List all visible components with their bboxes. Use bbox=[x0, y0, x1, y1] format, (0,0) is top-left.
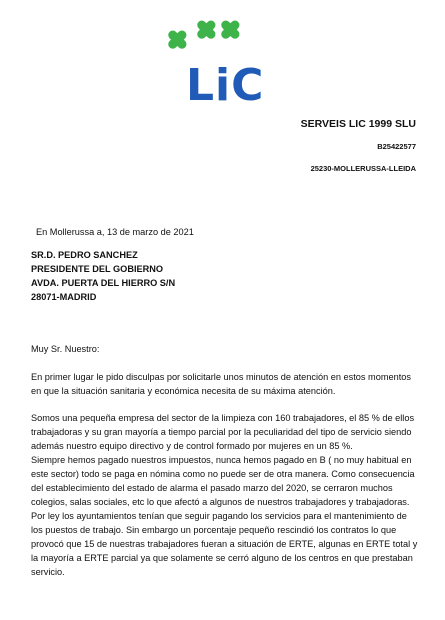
logo-text: LiC bbox=[186, 60, 265, 104]
recipient-block bbox=[31, 248, 421, 304]
company-logo bbox=[150, 18, 286, 104]
body-paragraph: Siempre hemos pagado nuestros impuestos, nunca hemos pagado en B ( no muy habitual en este sector) todo se paga en nómina como no puede ser de otra manera. Como consecuencia del establecimiento del estado de alarma el pasado marzo del 2020, se cerraron muchos colegios, salas sociales, etc lo que afectó a algunos de nuestros trabajadores y trabajadoras. Por ley los ayuntamientos tenían que seguir pagando los servicios para el mantenimiento de los puestos de trabajo. Sin embargo un porcentaje pequeño rescindió los contratos lo que provocó que 15 de nuestras trabajadores fueran a situación de ERTE, algunas en ERTE total y la mayoría a ERTE parcial ya que solamente se cerró alguno de los centros en que prestaban servicio. bbox=[31, 455, 418, 577]
letter-date: En Mollerussa a, 13 de marzo de 2021 bbox=[36, 227, 194, 237]
letter-greeting: Muy Sr. Nuestro: bbox=[31, 344, 100, 354]
body-paragraph: Somos una pequeña empresa del sector de la limpieza con 160 trabajadores, el 85 % de ellos trabajadoras y su gran mayoría a tiempo parcial por la peculiaridad del tipo de servicio siendo además nuestro equipo directivo y de control formado por mujeres en un 85 %. bbox=[31, 413, 415, 451]
company-address: 25230-MOLLERUSSA-LLEIDA bbox=[310, 164, 416, 173]
letter-body bbox=[31, 370, 421, 579]
recipient-line: PRESIDENTE DEL GOBIERNO bbox=[31, 264, 164, 274]
recipient-line: SR.D. PEDRO SANCHEZ bbox=[31, 250, 138, 260]
company-name: SERVEIS LIC 1999 SLU bbox=[300, 118, 416, 130]
logo-cross-icon bbox=[162, 18, 246, 55]
body-paragraph: En primer lugar le pido disculpas por solicitarle unos minutos de atención en estos momentos en que la situación sanitaria y económica necesita de su máxima atención. bbox=[31, 372, 411, 396]
recipient-line: AVDA. PUERTA DEL HIERRO S/N bbox=[31, 278, 176, 288]
company-cif: B25422577 bbox=[377, 142, 416, 151]
recipient-line: 28071-MADRID bbox=[31, 292, 97, 302]
